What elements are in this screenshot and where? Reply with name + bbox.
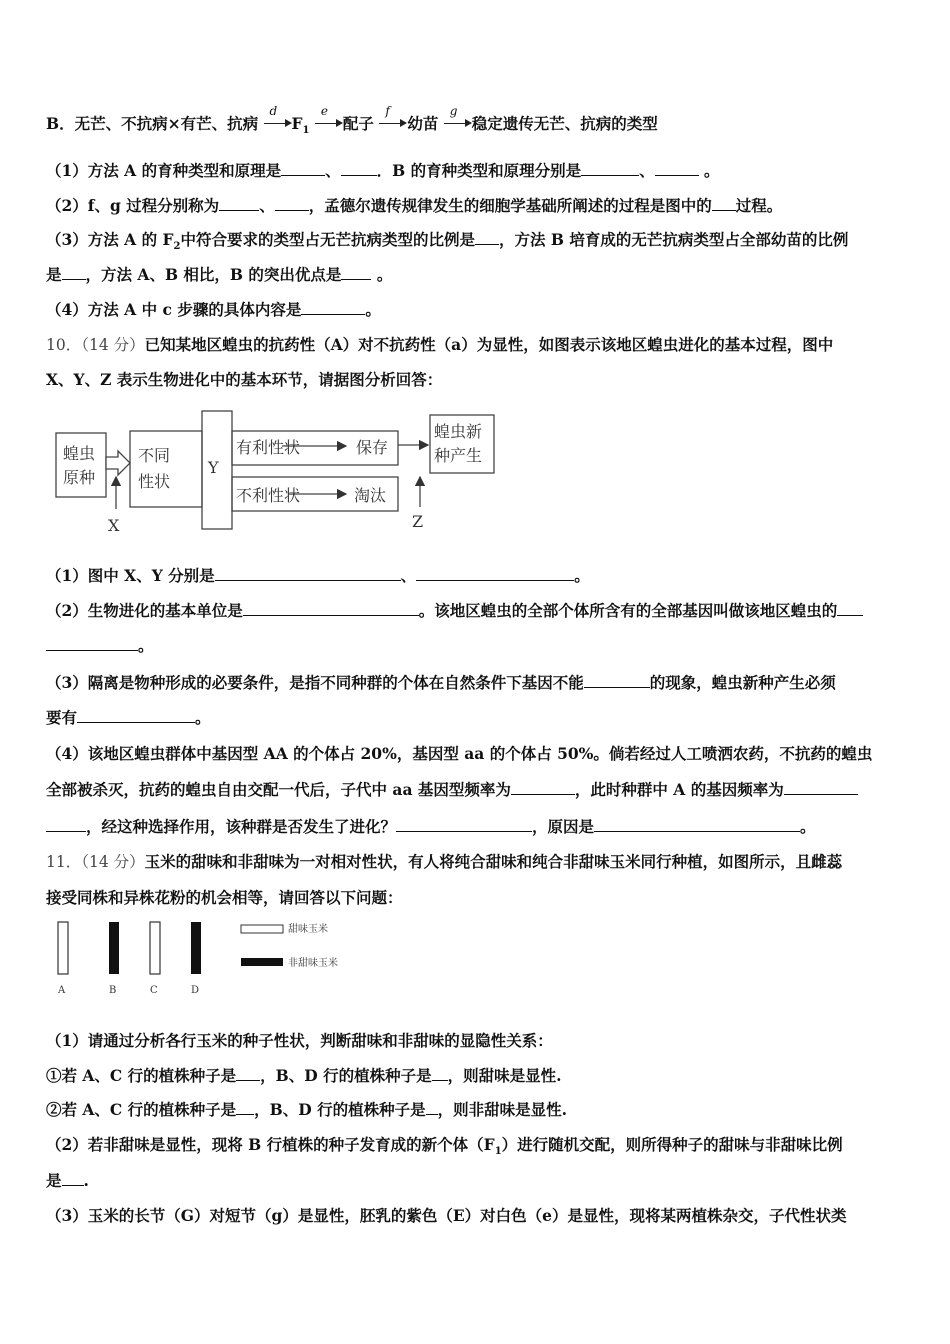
method-b-prefix: B．无芒、不抗病×有芒、抗病 bbox=[46, 114, 259, 133]
q10-sub4-cont2: ，经这种选择作用，该种群是否发生了进化？ ，原因是 。 bbox=[46, 816, 816, 838]
row-c-sweet bbox=[150, 922, 160, 974]
q11-case2: ②若 A、C 行的植株种子是 ，B、D 行的植株种子是 ，则非甜味是显性. bbox=[46, 1100, 568, 1119]
arrow-f-icon: f bbox=[379, 114, 407, 136]
hollow-arrow-icon bbox=[106, 451, 130, 475]
q11-case1: ①若 A、C 行的植株种子是 ，B、D 行的植株种子是 ，则甜味是显性. bbox=[46, 1066, 562, 1085]
q10-sub4: （4）该地区蝗虫群体中基因型 AA 的个体占 20%，基因型 aa 的个体占 50%。倘若经过人工喷洒农药，不抗药的蝗虫 bbox=[46, 744, 873, 763]
label-unfavorable: 不利性状 bbox=[236, 486, 301, 505]
seedling-label: 幼苗 bbox=[407, 114, 439, 133]
q9-sub2: （2）f、g 过程分别称为 、 ，孟德尔遗传规律发生的细胞学基础所阐述的过程是图中的 过程。 bbox=[46, 196, 783, 215]
label-origin-1: 蝗虫 bbox=[63, 444, 96, 463]
q10-sub3-cont: 要有 。 bbox=[46, 708, 211, 727]
q11-sub2-cont: 是 . bbox=[46, 1171, 89, 1190]
q11-sub2: （2）若非甜味是显性，现将 B 行植株的种子发育成的新个体$(F_1)$进行随机交配，则所得种子的甜味与非甜味比例 bbox=[46, 1135, 843, 1158]
q10-sub2: （2）生物进化的基本单位是 。该地区蝗虫的全部个体所含有的全部基因叫做该地区蝗虫的 bbox=[46, 600, 863, 622]
label-favorable: 有利性状 bbox=[236, 438, 301, 457]
arrow-g-icon: g bbox=[444, 114, 472, 136]
q10-stem: 10．（14 分）已知某地区蝗虫的抗药性（A）对不抗药性（a）为显性，如图表示该地区蝗虫进化的基本过程，图中 bbox=[46, 335, 834, 354]
label-origin-2: 原种 bbox=[63, 468, 96, 487]
q11-sub1: （1）请通过分析各行玉米的种子性状，判断甜味和非甜味的显隐性关系： bbox=[46, 1031, 553, 1050]
result-label: 稳定遗传无芒、抗病的类型 bbox=[471, 114, 658, 133]
legend-sweet-swatch bbox=[241, 925, 283, 933]
q11-score: （14 分） bbox=[81, 853, 145, 871]
q11-number: 11． bbox=[46, 853, 82, 871]
q10-sub3: （3）隔离是物种形成的必要条件，是指不同种群的个体在自然条件下基因不能 的现象，蝗虫新种产生必须 bbox=[46, 673, 836, 692]
q11-stem-cont: 接受同株和异株花粉的机会相等，请回答以下问题： bbox=[46, 888, 403, 907]
q10-sub4-cont: 全部被杀灭，抗药的蝗虫自由交配一代后，子代中 aa 基因型频率为 ，此时种群中 A 的基因频率为 bbox=[46, 779, 858, 801]
label-traits-1: 不同 bbox=[138, 446, 171, 465]
q11-sub3: （3）玉米的长节（G）对短节（g）是显性，胚乳的紫色（E）对白色（e）是显性，现将某两植株杂交，子代性状类 bbox=[46, 1206, 847, 1225]
label-new-2: 种产生 bbox=[434, 446, 483, 465]
q10-number: 10． bbox=[46, 336, 82, 354]
q9-sub3: （3）方法 A 的 $F_2$中符合要求的类型占无芒抗病类型的比例是 ，方法 B 培育成的无芒抗病类型占全部幼苗的比例 bbox=[46, 230, 849, 253]
row-b-nonsweet bbox=[109, 922, 119, 974]
f1-label: $F_1$ bbox=[291, 114, 310, 137]
label-a: A bbox=[58, 985, 66, 996]
row-a-sweet bbox=[58, 922, 68, 974]
label-b: B bbox=[109, 985, 117, 996]
corn-row-figure bbox=[50, 916, 370, 1000]
box-traits bbox=[130, 431, 202, 507]
legend-nonsweet-swatch bbox=[241, 958, 283, 966]
q9-sub3-cont: 是 ，方法 A、B 相比，B 的突出优点是 。 bbox=[46, 265, 393, 284]
legend-sweet-label: 甜味玉米 bbox=[288, 924, 328, 935]
q10-sub2-cont: 。 bbox=[46, 635, 154, 657]
gamete-label: 配子 bbox=[342, 114, 374, 133]
evolution-diagram bbox=[50, 405, 500, 535]
arrow-e-icon: e bbox=[315, 114, 343, 136]
q10-stem-cont: X、Y、Z 表示生物进化中的基本环节，请据图分析回答： bbox=[46, 370, 443, 389]
row-d-nonsweet bbox=[191, 922, 201, 974]
arrow-d-icon: d bbox=[264, 114, 292, 136]
box-origin bbox=[56, 433, 106, 497]
q10-score: （14 分） bbox=[81, 336, 145, 354]
label-c: C bbox=[150, 985, 158, 996]
q9-sub4: （4）方法 A 中 c 步骤的具体内容是 。 bbox=[46, 300, 381, 319]
q10-sub1: （1）图中 X、Y 分别是 、 。 bbox=[46, 566, 590, 585]
label-z: Z bbox=[412, 512, 424, 531]
q9-sub1: （1）方法 A 的育种类型和原理是 、 ．B 的育种类型和原理分别是 、 。 bbox=[46, 161, 720, 180]
label-eliminate: 淘汰 bbox=[354, 486, 387, 505]
method-b-line bbox=[46, 104, 658, 142]
label-keep: 保存 bbox=[356, 438, 389, 457]
legend-nonsweet-label: 非甜味玉米 bbox=[288, 958, 338, 969]
label-new-1: 蝗虫新 bbox=[434, 422, 483, 441]
label-d: D bbox=[191, 985, 200, 996]
label-x: X bbox=[108, 516, 120, 535]
label-y: Y bbox=[208, 458, 219, 477]
label-traits-2: 性状 bbox=[138, 472, 171, 491]
q11-stem: 11．（14 分）玉米的甜味和非甜味为一对相对性状，有人将纯合甜味和纯合非甜味玉米同行种植，如图所示，且雌蕊 bbox=[46, 852, 843, 871]
